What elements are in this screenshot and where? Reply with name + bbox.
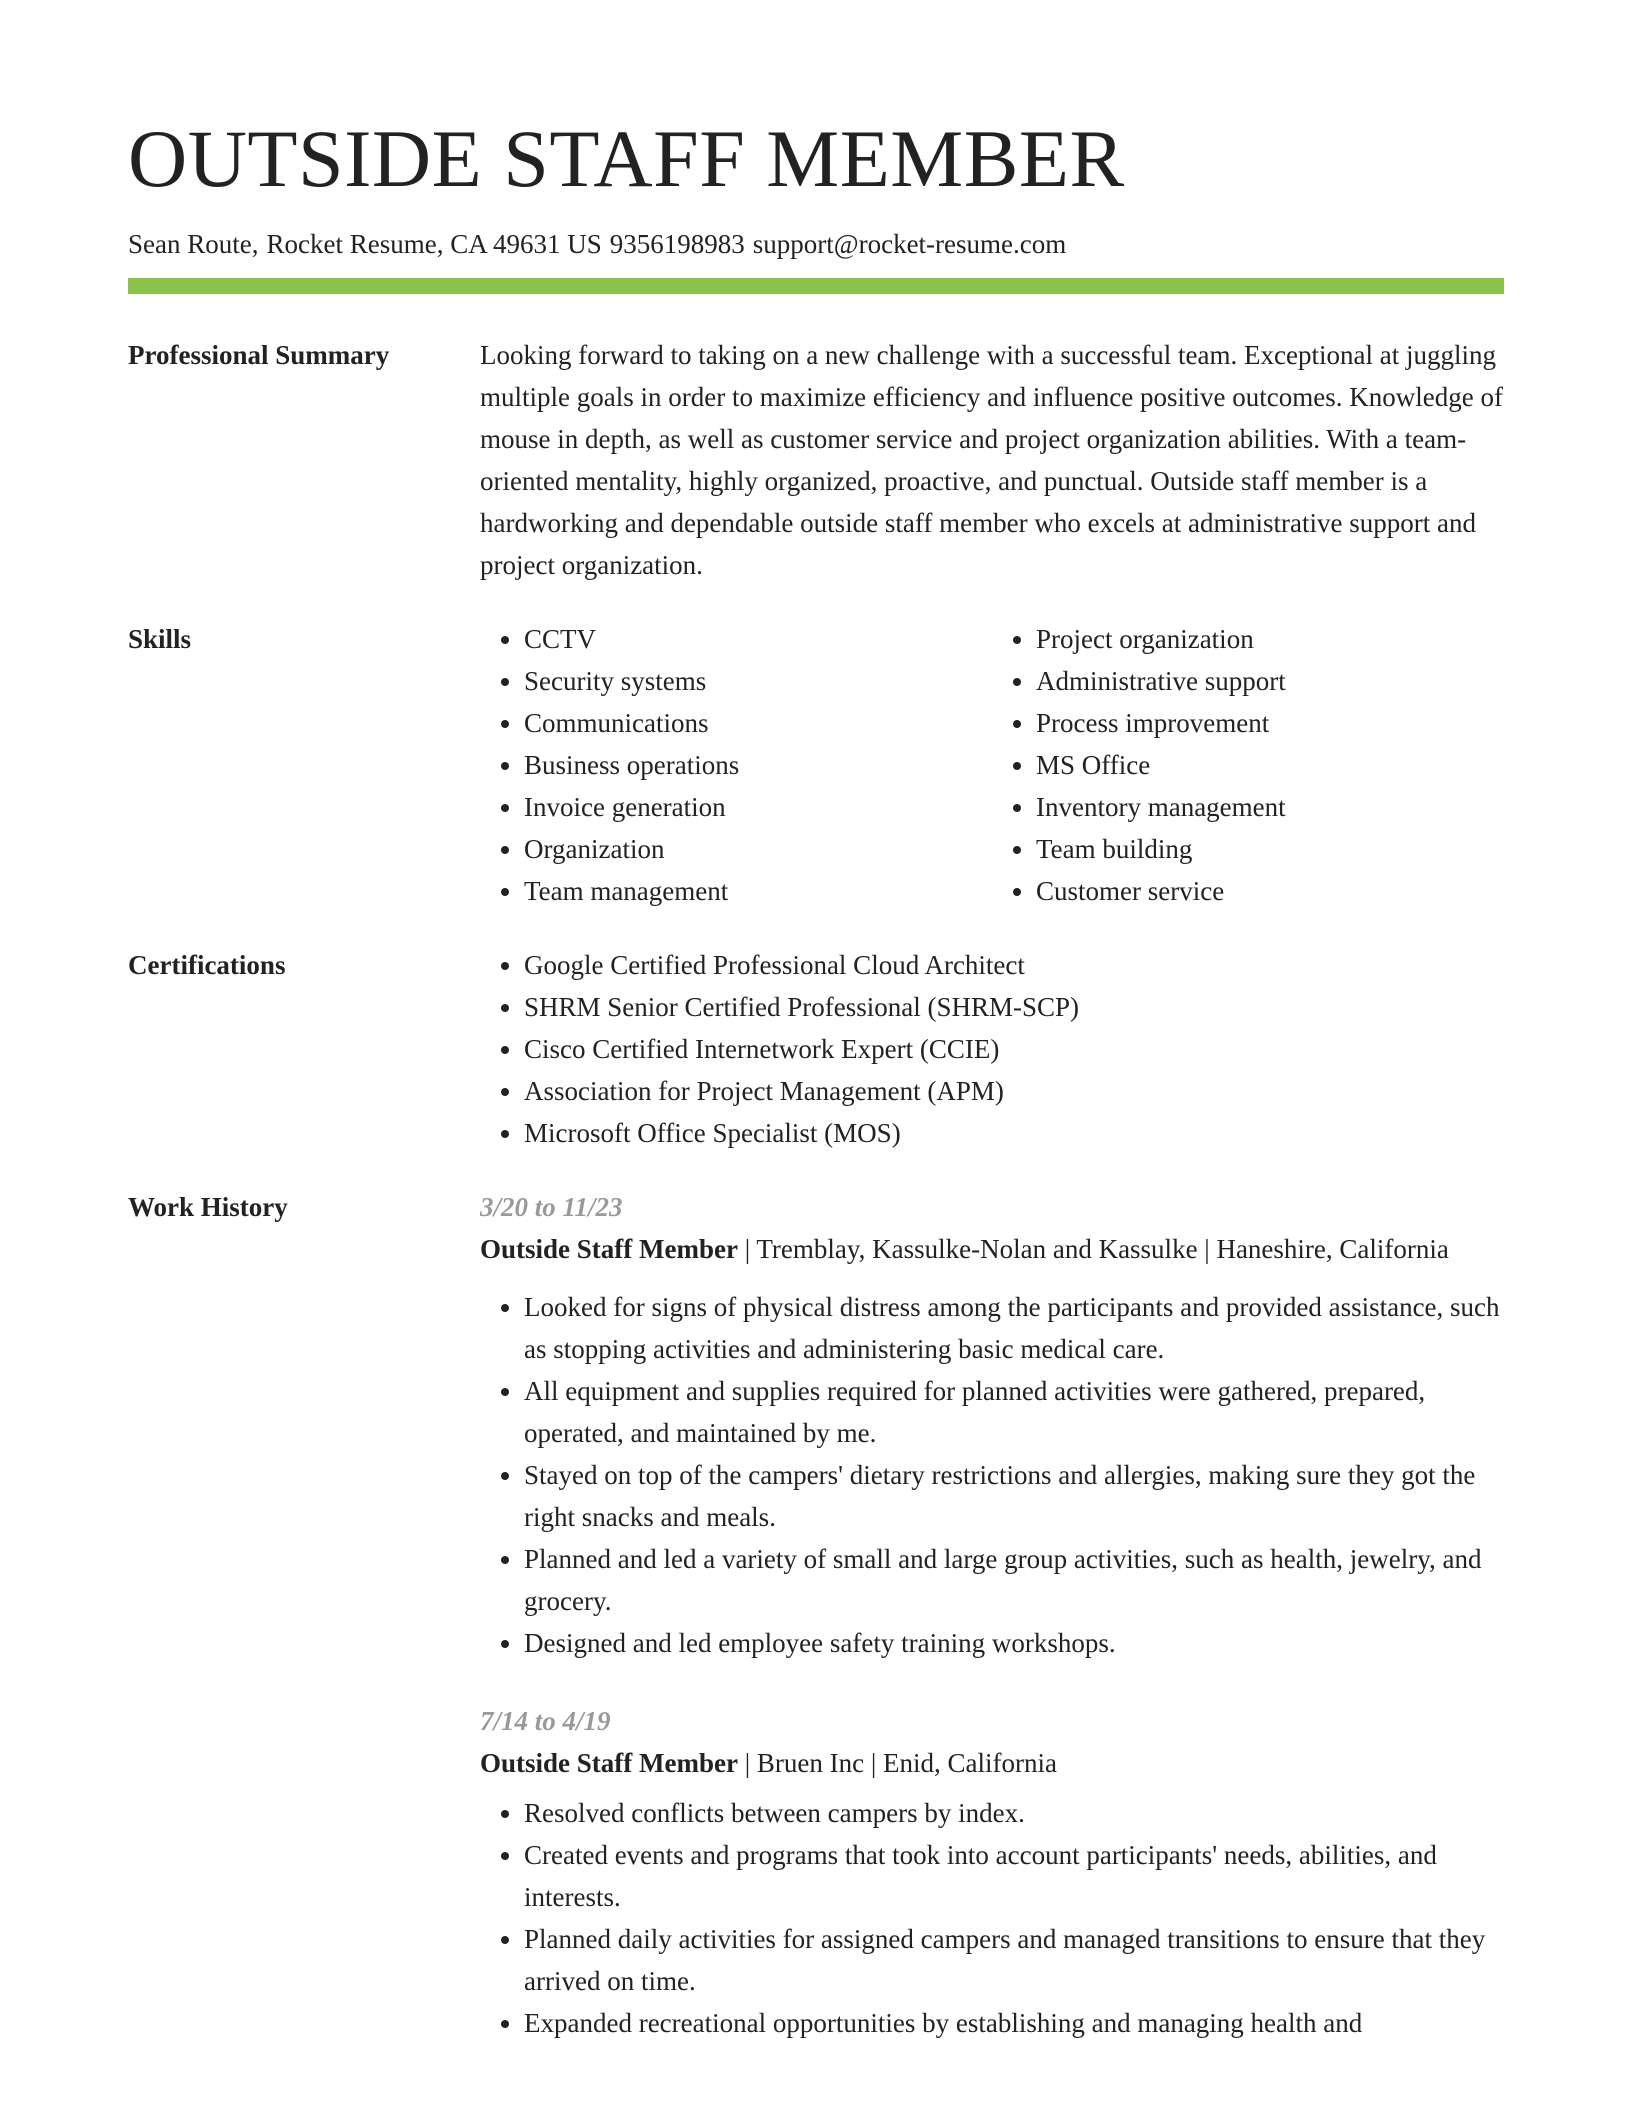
list-item: • Stayed on top of the campers' dietary restrictions and allergies, making sure they got the right snacks and meals.: [524, 1454, 1504, 1538]
job-date: 3/20 to 11/23: [480, 1192, 623, 1223]
list-item: • Created events and programs that took into account participants' needs, abilities, and interests.: [524, 1834, 1504, 1918]
list-item: • Organization: [524, 828, 992, 870]
job-date: 7/14 to 4/19: [480, 1706, 611, 1737]
certifications-list: [480, 944, 1504, 1154]
section-label: Certifications: [128, 950, 286, 981]
contact-name: Sean Route,: [128, 229, 259, 259]
list-item: • Cisco Certified Internetwork Expert (CCIE): [524, 1028, 1504, 1070]
work-history-section: [128, 1186, 1504, 2044]
page-title: OUTSIDE STAFF MEMBER: [128, 113, 1125, 204]
skills-list-right: [992, 618, 1504, 912]
list-item: • Invoice generation: [524, 786, 992, 828]
job-role: Outside Staff Member: [480, 1748, 738, 1779]
list-item: • Team building: [1036, 828, 1504, 870]
list-item: • Customer service: [1036, 870, 1504, 912]
list-item: • Resolved conflicts between campers by index.: [524, 1792, 1504, 1834]
list-item: • Communications: [524, 702, 992, 744]
contact-phone: 9356198983: [609, 229, 745, 259]
list-item: • Security systems: [524, 660, 992, 702]
contact-email: support@rocket-resume.com: [752, 229, 1067, 259]
job-title-line: [480, 1228, 1504, 1270]
list-item: • Association for Project Management (APM): [524, 1070, 1504, 1112]
certifications-section: [128, 944, 1504, 1154]
job-role: Outside Staff Member: [480, 1234, 738, 1265]
list-item: • Expanded recreational opportunities by establishing and managing health and: [524, 2002, 1504, 2044]
summary-section: [128, 334, 1504, 586]
summary-text: Looking forward to taking on a new challenge with a successful team. Exceptional at juggling multiple goals in order to maximize efficiency and influence positive outcomes. Knowledge of mouse in depth, as well as customer service and project organization abilities. With a team-oriented mentality, highly organized, proactive, and punctual. Outside staff member is a hardworking and dependable outside staff member who excels at administrative support and project organization.: [480, 340, 1503, 581]
job-bullets: [480, 1792, 1504, 2044]
list-item: • Business operations: [524, 744, 992, 786]
job-bullets: [480, 1286, 1504, 1664]
skills-list-left: [480, 618, 992, 912]
header-divider: [128, 278, 1504, 294]
list-item: • Designed and led employee safety training workshops.: [524, 1622, 1504, 1664]
section-label: Skills: [128, 624, 192, 655]
job-details: | Bruen Inc | Enid, California: [737, 1748, 1057, 1779]
list-item: • Looked for signs of physical distress among the participants and provided assistance, such as stopping activities and administering basic medical care.: [524, 1286, 1504, 1370]
job-entry: [480, 1186, 1504, 1664]
section-label: Professional Summary: [128, 340, 390, 371]
section-label: Work History: [128, 1192, 288, 1223]
list-item: • MS Office: [1036, 744, 1504, 786]
skills-section: [128, 618, 1504, 912]
list-item: • Planned daily activities for assigned campers and managed transitions to ensure that they arrived on time.: [524, 1918, 1504, 2002]
list-item: • Planned and led a variety of small and large group activities, such as health, jewelry, and grocery.: [524, 1538, 1504, 1622]
list-item: • Inventory management: [1036, 786, 1504, 828]
list-item: • Team management: [524, 870, 992, 912]
job-title-line: [480, 1742, 1504, 1784]
job-details: | Tremblay, Kassulke-Nolan and Kassulke | Haneshire, California: [737, 1234, 1449, 1265]
list-item: • All equipment and supplies required for planned activities were gathered, prepared, operated, and maintained by me.: [524, 1370, 1504, 1454]
list-item: • Microsoft Office Specialist (MOS): [524, 1112, 1504, 1154]
list-item: • Google Certified Professional Cloud Architect: [524, 944, 1504, 986]
list-item: • Administrative support: [1036, 660, 1504, 702]
list-item: • CCTV: [524, 618, 992, 660]
contact-address: Rocket Resume, CA 49631 US: [266, 229, 602, 259]
list-item: • Project organization: [1036, 618, 1504, 660]
job-entry: [480, 1700, 1504, 2044]
contact-line: [128, 228, 1504, 260]
list-item: • Process improvement: [1036, 702, 1504, 744]
list-item: • SHRM Senior Certified Professional (SHRM-SCP): [524, 986, 1504, 1028]
